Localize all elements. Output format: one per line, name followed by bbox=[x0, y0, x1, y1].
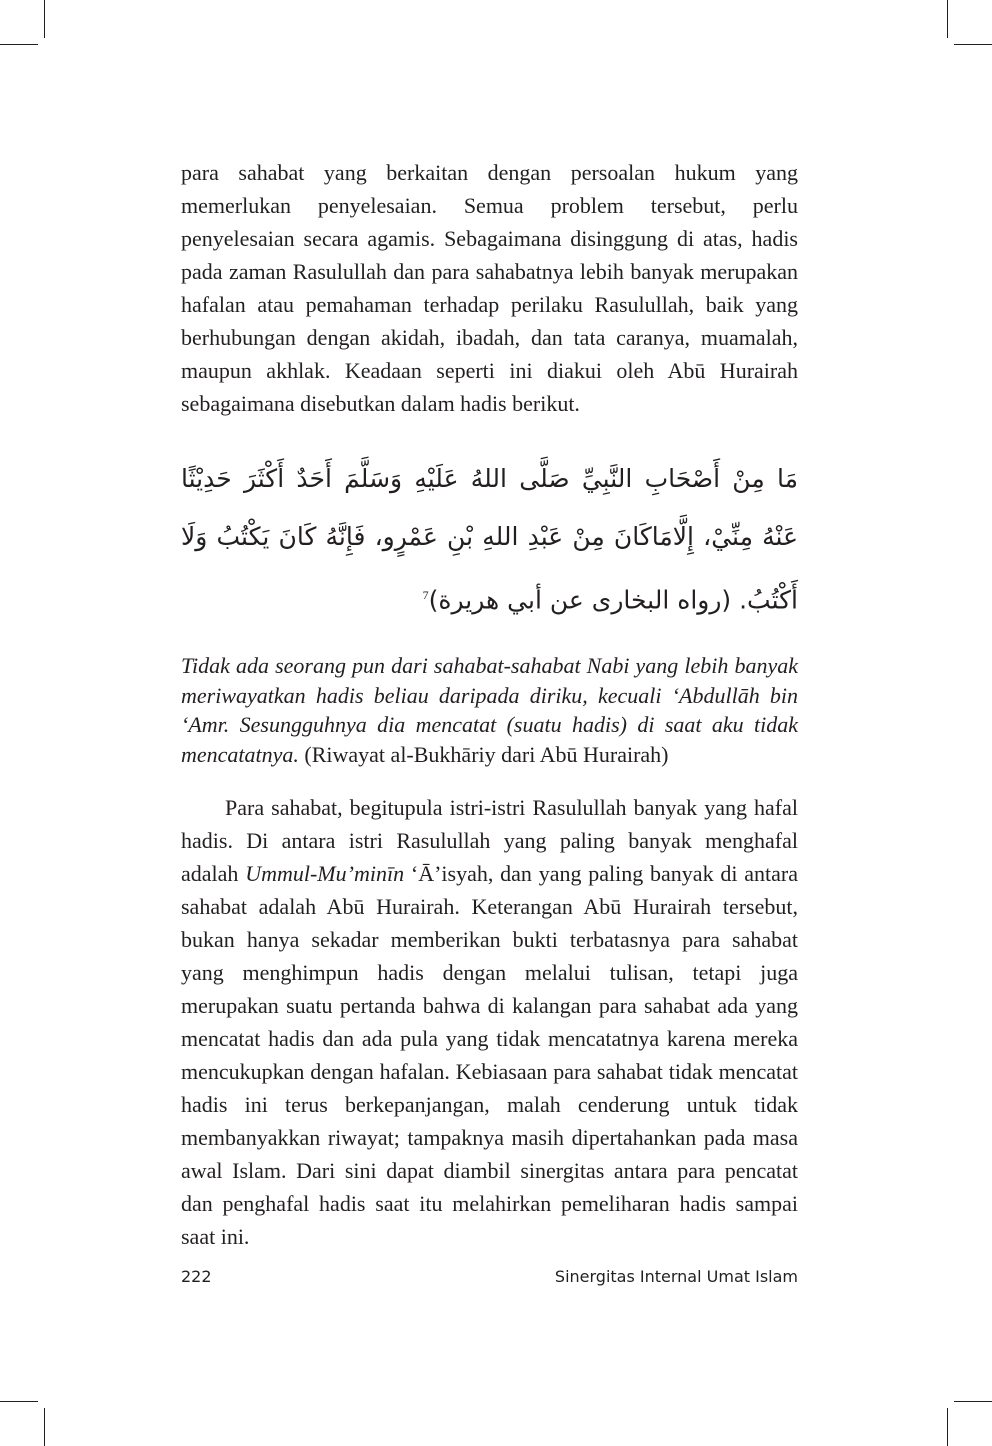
translation-source: (Riwayat al-Bukhāriy dari Abū Hurairah) bbox=[298, 741, 669, 767]
paragraph-sahabat-italic: Ummul-Mu’minīn bbox=[245, 861, 405, 887]
crop-mark-bottom-left-h bbox=[0, 1401, 38, 1402]
arabic-hadith-text: مَا مِنْ أَصْحَابِ النَّبِيِّ صَلَّى اللهُ عَلَيْهِ وَسَلَّمَ أَحَدٌ أَكْثَرَ حَدِيْثًا عَنْهُ مِنِّيْ، إِلَّامَاكَانَ مِنْ عَبْدِ اللهِ بْنِ عَمْرٍو، فَإِنَّهُ كَانَ يَكْتُبُ وَلَا أَكْتُبُ. (رواه البخارى عن أبي هريرة) bbox=[181, 464, 798, 615]
paragraph-intro: para sahabat yang berkaitan dengan persoalan hukum yang memerlukan penyelesaian. Semua problem tersebut, perlu penyelesaian secara agamis. Sebagaimana disinggung di atas, hadis pada zaman Rasulullah dan para sahabatnya lebih banyak merupakan hafalan atau pemahaman terhadap perilaku Rasulullah, baik yang berhubungan dengan akidah, ibadah, dan tata caranya, muamalah, maupun akhlak. Keadaan seperti ini diakui oleh Abū Hurairah sebagaimana disebutkan dalam hadis berikut. bbox=[181, 160, 798, 416]
crop-mark-top-left-v bbox=[44, 0, 45, 38]
crop-mark-top-left-h bbox=[0, 44, 38, 45]
running-title: Sinergitas Internal Umat Islam bbox=[554, 1267, 798, 1286]
crop-mark-bottom-right-h bbox=[954, 1401, 992, 1402]
paragraph-sahabat-part1: Para sahabat, begitupula istri-istri Rasulullah banyak yang hafal hadis. Di antara istri Rasulullah yang paling banyak menghafal adalah bbox=[181, 795, 798, 887]
crop-mark-top-right-v bbox=[947, 0, 948, 38]
page-number: 222 bbox=[181, 1267, 212, 1286]
crop-mark-top-right-h bbox=[954, 44, 992, 45]
translation-text: Tidak ada seorang pun dari sahabat-sahabat Nabi yang lebih banyak meriwayatkan hadis beliau daripada diriku, kecuali ‘Abdullāh bin ‘Amr. Sesungguhnya dia mencatat (suatu hadis) di saat aku tidak mencatatnya. bbox=[181, 653, 798, 767]
hadith-translation bbox=[181, 651, 798, 769]
arabic-hadith bbox=[181, 450, 798, 629]
paragraph-sahabat bbox=[181, 791, 798, 1253]
paragraph-sahabat-part2: ‘Ā’isyah, dan yang paling banyak di antara sahabat adalah Abū Hurairah. Keterangan Abū Hurairah tersebut, bukan hanya sekadar memberikan bukti terbatasnya para sahabat yang menghimpun hadis dengan melalui tulisan, tetapi juga merupakan suatu pertanda bahwa di kalangan para sahabat ada yang mencatat hadis dan ada pula yang tidak mencatatnya karena mereka mencukupkan dengan hafalan. Kebiasaan para sahabat tidak mencatat hadis ini terus berkepanjangan, malah cenderung untuk tidak membanyakkan riwayat; tampaknya masih dipertahankan pada masa awal Islam. Dari sini dapat diambil sinergitas antara para pencatat dan penghafal hadis saat itu melahirkan pemeliharan hadis sampai saat ini. bbox=[181, 861, 798, 1250]
crop-mark-bottom-right-v bbox=[947, 1408, 948, 1446]
footnote-marker: 7 bbox=[422, 588, 429, 602]
crop-mark-bottom-left-v bbox=[44, 1408, 45, 1446]
page-body bbox=[181, 156, 798, 1253]
